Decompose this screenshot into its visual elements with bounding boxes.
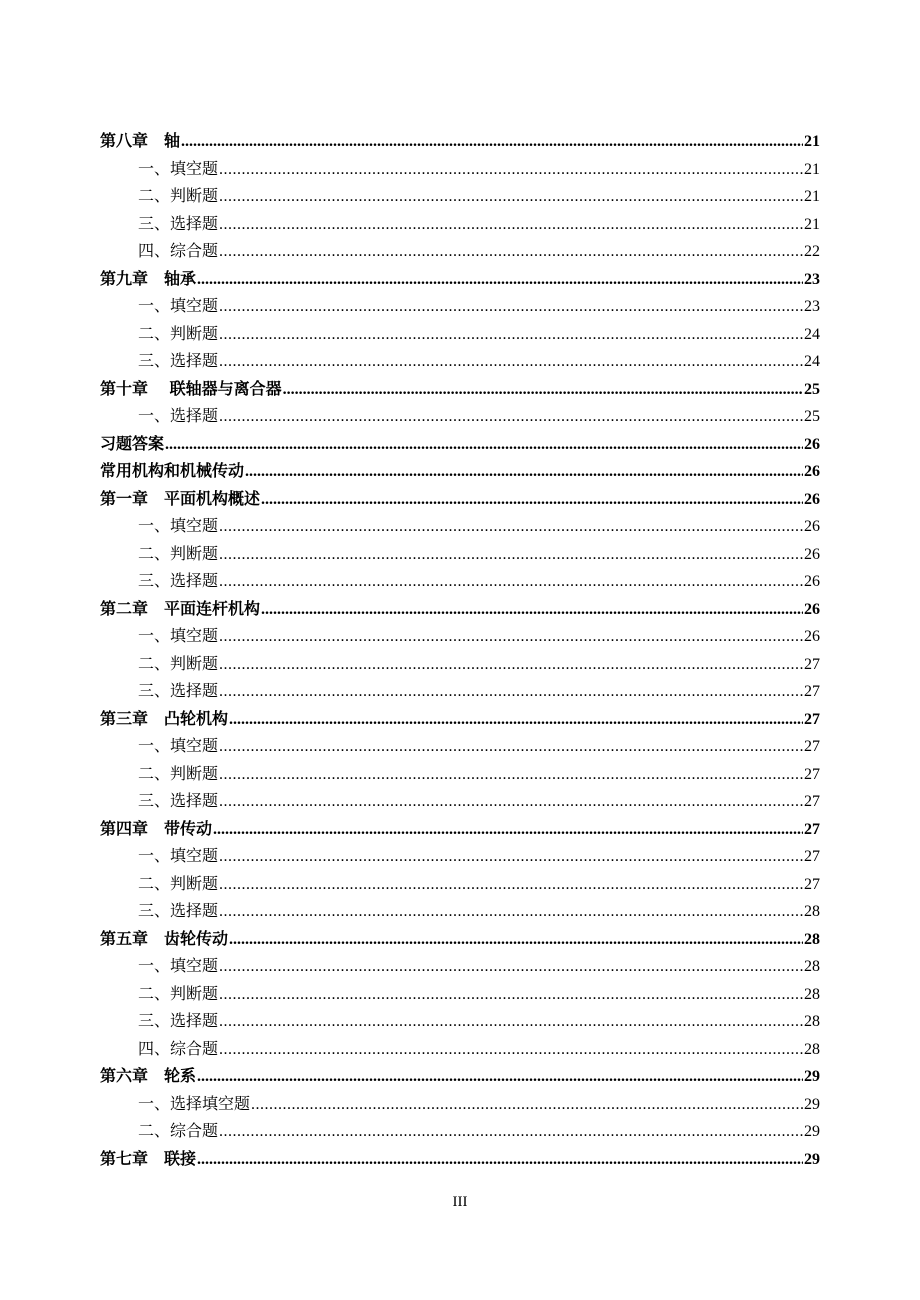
toc-section-entry[interactable] <box>100 980 820 1008</box>
toc-entry-page-number: 27 <box>804 765 820 783</box>
toc-entry-page-number: 21 <box>804 160 820 178</box>
toc-entry-title: 二、判断题 <box>138 186 219 205</box>
toc-section-entry[interactable] <box>100 567 820 595</box>
toc-entry-title: 第一章 平面机构概述 <box>100 488 261 508</box>
toc-entry-page-number: 21 <box>804 188 820 205</box>
toc-dot-leader <box>219 348 803 376</box>
toc-dot-leader <box>165 431 803 459</box>
toc-entry-title: 二、综合题 <box>138 1121 219 1140</box>
toc-entry-page-number: 27 <box>804 820 820 838</box>
toc-section-entry[interactable] <box>100 870 820 898</box>
toc-entry-page-number: 24 <box>804 325 820 343</box>
toc-section-entry[interactable] <box>100 320 820 348</box>
toc-dot-leader <box>219 211 803 239</box>
toc-entry-page-number: 26 <box>804 573 820 590</box>
toc-dot-leader <box>219 843 803 871</box>
toc-section-entry[interactable] <box>100 182 820 210</box>
toc-entry-title: 三、选择题 <box>138 1011 219 1030</box>
toc-entry-page-number: 21 <box>804 215 820 233</box>
toc-entry-page-number: 27 <box>804 793 820 810</box>
toc-entry-title: 二、判断题 <box>138 323 219 343</box>
toc-entry-page-number: 23 <box>804 270 820 288</box>
toc-entry-title: 一、填空题 <box>138 158 219 178</box>
toc-entry-page-number: 26 <box>804 545 820 563</box>
toc-dot-leader <box>219 788 803 816</box>
toc-entry-title: 第七章 联接 <box>100 1148 197 1168</box>
toc-entry-title: 三、选择题 <box>138 351 219 370</box>
toc-entry-page-number: 26 <box>804 435 820 453</box>
toc-dot-leader <box>219 953 803 981</box>
toc-entry-page-number: 27 <box>804 710 820 728</box>
toc-entry-page-number: 24 <box>804 353 820 370</box>
toc-chapter-entry[interactable] <box>100 375 820 403</box>
toc-entry-title: 三、选择题 <box>138 681 219 700</box>
toc-chapter-entry[interactable] <box>100 457 820 485</box>
toc-entry-title: 三、选择题 <box>138 213 219 233</box>
toc-chapter-entry[interactable] <box>100 1062 820 1090</box>
toc-section-entry[interactable] <box>100 842 820 870</box>
toc-dot-leader <box>219 321 803 349</box>
toc-entry-page-number: 28 <box>804 903 820 920</box>
toc-dot-leader <box>219 403 803 431</box>
toc-dot-leader <box>219 1118 803 1146</box>
toc-section-entry[interactable] <box>100 677 820 705</box>
toc-section-entry[interactable] <box>100 1090 820 1118</box>
toc-section-entry[interactable] <box>100 540 820 568</box>
toc-dot-leader <box>219 238 803 266</box>
toc-section-entry[interactable] <box>100 952 820 980</box>
toc-entry-title: 二、判断题 <box>138 873 219 893</box>
toc-entry-title: 一、填空题 <box>138 516 219 535</box>
toc-dot-leader <box>283 376 803 404</box>
toc-section-entry[interactable] <box>100 650 820 678</box>
toc-entry-title: 第十章 联轴器与离合器 <box>100 378 282 398</box>
toc-entry-page-number: 26 <box>804 490 820 508</box>
toc-entry-page-number: 27 <box>804 683 820 700</box>
toc-chapter-entry[interactable] <box>100 127 820 155</box>
toc-section-entry[interactable] <box>100 512 820 540</box>
toc-entry-title: 二、判断题 <box>138 983 219 1003</box>
toc-section-entry[interactable] <box>100 897 820 925</box>
toc-entry-title: 四、综合题 <box>138 1038 219 1058</box>
toc-entry-title: 第四章 带传动 <box>100 818 213 838</box>
page-number: III <box>452 1194 468 1210</box>
toc-dot-leader <box>219 183 803 211</box>
toc-chapter-entry[interactable] <box>100 265 820 293</box>
toc-entry-title: 三、选择题 <box>138 791 219 810</box>
toc-entry-page-number: 29 <box>804 1068 820 1085</box>
toc-dot-leader <box>219 871 803 899</box>
toc-dot-leader <box>197 1146 803 1174</box>
toc-dot-leader <box>219 733 803 761</box>
toc-entry-title: 一、填空题 <box>138 296 219 315</box>
toc-entry-page-number: 29 <box>804 1095 820 1113</box>
toc-entry-page-number: 21 <box>804 133 820 150</box>
toc-entry-title: 第二章 平面连杆机构 <box>100 598 261 618</box>
toc-entry-title: 一、填空题 <box>138 956 219 975</box>
toc-entry-title: 一、填空题 <box>138 846 219 865</box>
toc-entry-title: 三、选择题 <box>138 901 219 920</box>
toc-section-entry[interactable] <box>100 760 820 788</box>
toc-dot-leader <box>219 898 803 926</box>
toc-dot-leader <box>229 706 803 734</box>
toc-entry-page-number: 27 <box>804 738 820 755</box>
toc-entry-page-number: 23 <box>804 298 820 315</box>
toc-section-entry[interactable] <box>100 787 820 815</box>
toc-entry-title: 一、选择填空题 <box>138 1093 251 1113</box>
toc-chapter-entry[interactable] <box>100 430 820 458</box>
toc-dot-leader <box>219 156 803 184</box>
toc-section-entry[interactable] <box>100 292 820 320</box>
toc-dot-leader <box>219 623 803 651</box>
toc-entry-page-number: 29 <box>804 1123 820 1140</box>
toc-entry-title: 第三章 凸轮机构 <box>100 708 229 728</box>
toc-section-entry[interactable] <box>100 155 820 183</box>
toc-entry-title: 第八章 轴 <box>100 131 181 150</box>
toc-dot-leader <box>251 1091 803 1119</box>
toc-dot-leader <box>213 816 803 844</box>
toc-section-entry[interactable] <box>100 732 820 760</box>
toc-section-entry[interactable] <box>100 1007 820 1035</box>
toc-dot-leader <box>245 458 803 486</box>
toc-dot-leader <box>197 266 803 294</box>
toc-section-entry[interactable] <box>100 622 820 650</box>
toc-entry-page-number: 28 <box>804 1013 820 1030</box>
toc-chapter-entry[interactable] <box>100 595 820 623</box>
toc-dot-leader <box>261 486 803 514</box>
toc-chapter-entry[interactable] <box>100 815 820 843</box>
toc-dot-leader <box>197 1063 803 1091</box>
toc-entry-title: 二、判断题 <box>138 653 219 673</box>
toc-entry-page-number: 26 <box>804 463 820 480</box>
toc-entry-page-number: 22 <box>804 243 820 260</box>
toc-entry-title: 常用机构和机械传动 <box>100 461 245 480</box>
toc-entry-title: 二、判断题 <box>138 763 219 783</box>
toc-entry-title: 第五章 齿轮传动 <box>100 928 229 948</box>
toc-section-entry[interactable] <box>100 402 820 430</box>
toc-entry-title: 一、选择题 <box>138 406 219 425</box>
toc-dot-leader <box>181 128 803 156</box>
toc-entry-page-number: 28 <box>804 930 820 948</box>
toc-section-entry[interactable] <box>100 237 820 265</box>
toc-section-entry[interactable] <box>100 347 820 375</box>
toc-entry-page-number: 25 <box>804 380 820 398</box>
toc-section-entry[interactable] <box>100 1035 820 1063</box>
toc-section-entry[interactable] <box>100 210 820 238</box>
toc-entry-page-number: 28 <box>804 985 820 1003</box>
toc-dot-leader <box>219 1036 803 1064</box>
table-of-contents <box>100 127 820 1172</box>
toc-chapter-entry[interactable] <box>100 485 820 513</box>
toc-dot-leader <box>219 293 803 321</box>
toc-dot-leader <box>219 651 803 679</box>
toc-entry-title: 四、综合题 <box>138 241 219 260</box>
toc-entry-page-number: 27 <box>804 848 820 865</box>
toc-chapter-entry[interactable] <box>100 1145 820 1173</box>
toc-dot-leader <box>219 568 803 596</box>
toc-entry-page-number: 26 <box>804 628 820 645</box>
toc-dot-leader <box>219 678 803 706</box>
toc-section-entry[interactable] <box>100 1117 820 1145</box>
toc-entry-title: 习题答案 <box>100 433 165 453</box>
toc-dot-leader <box>261 596 803 624</box>
toc-entry-title: 三、选择题 <box>138 571 219 590</box>
toc-entry-page-number: 28 <box>804 958 820 975</box>
toc-dot-leader <box>219 513 803 541</box>
toc-dot-leader <box>219 541 803 569</box>
toc-entry-page-number: 29 <box>804 1150 820 1168</box>
toc-entry-title: 一、填空题 <box>138 736 219 755</box>
toc-dot-leader <box>219 761 803 789</box>
toc-dot-leader <box>219 981 803 1009</box>
toc-entry-page-number: 26 <box>804 600 820 618</box>
toc-entry-page-number: 27 <box>804 875 820 893</box>
toc-entry-title: 第九章 轴承 <box>100 268 197 288</box>
toc-entry-page-number: 27 <box>804 655 820 673</box>
toc-dot-leader <box>229 926 803 954</box>
toc-entry-title: 二、判断题 <box>138 543 219 563</box>
toc-dot-leader <box>219 1008 803 1036</box>
toc-entry-title: 第六章 轮系 <box>100 1066 197 1085</box>
toc-entry-page-number: 25 <box>804 408 820 425</box>
toc-chapter-entry[interactable] <box>100 925 820 953</box>
toc-entry-title: 一、填空题 <box>138 626 219 645</box>
toc-entry-page-number: 26 <box>804 518 820 535</box>
toc-entry-page-number: 28 <box>804 1040 820 1058</box>
toc-chapter-entry[interactable] <box>100 705 820 733</box>
